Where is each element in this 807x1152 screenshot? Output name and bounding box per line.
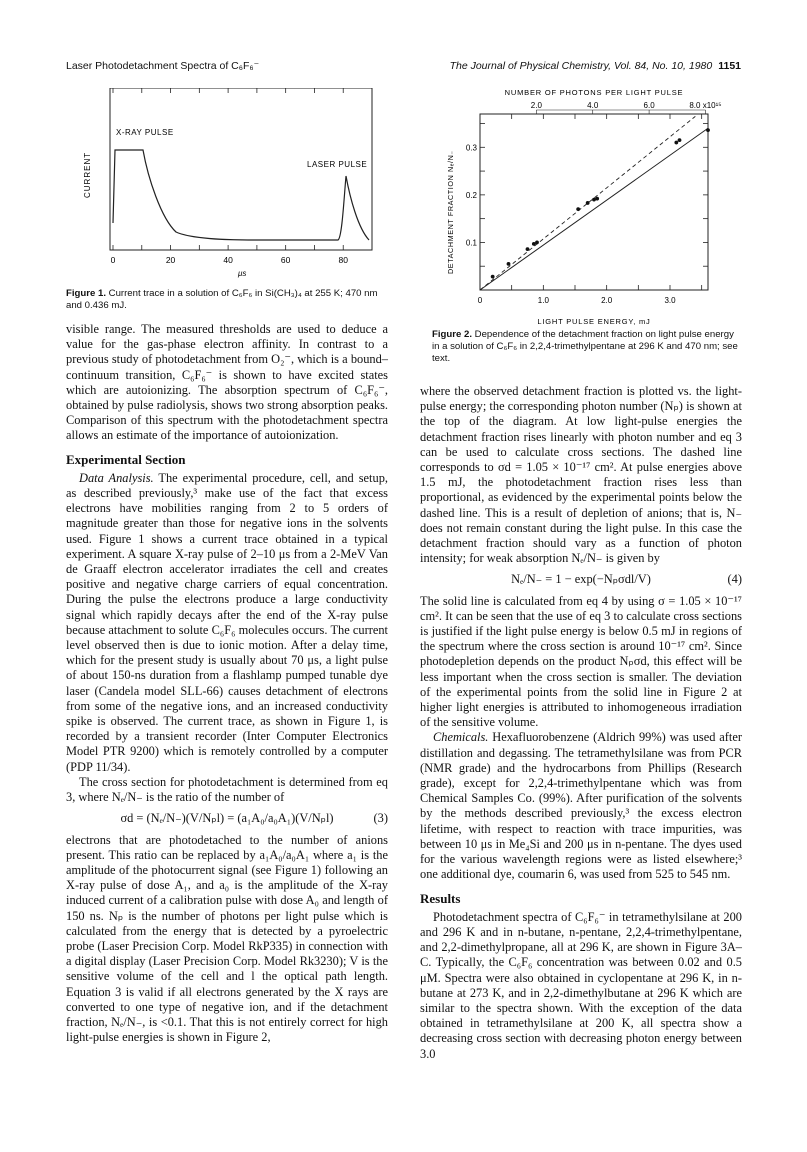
data-point: [706, 128, 710, 132]
data-point: [674, 141, 678, 145]
chemicals-subhead: Chemicals.: [433, 730, 489, 745]
top-tick-label: 2.0: [530, 101, 542, 110]
left-column: [66, 322, 388, 1045]
x-tick-label: 3.0: [664, 296, 676, 305]
equation-3-body: σd = (Nₑ/N₋)(V/Nₚl) = (a₁A₀/a₀A₁)(V/Nₚl): [120, 811, 334, 826]
data-point: [507, 262, 511, 266]
right-column: [420, 384, 742, 1062]
solid-line-paragraph: The solid line is calculated from eq 4 by using σ = 1.05 × 10⁻¹⁷ cm². It can be seen that the use of eq 3 to calculate cross sections is justified if the light pulse energy is below 0.5 mJ in regions of the spectrum where the cross section is around 10⁻¹⁷ cm². Since photodepletion depends on the product Nₚσd, this effect will be less important when the cross section is smaller. The deviation of the experimental points from the solid line in Figure 2 at higher light energies is attributed to inhomogeneous irradiation of the sensitive volume.: [420, 593, 742, 730]
ylabel-detachment-fraction: DETACHMENT FRACTION Nₑ/N₋: [446, 150, 455, 274]
x-tick-label: 0: [110, 255, 116, 265]
figure-1-caption-text: Current trace in a solution of C₆F₆ in Si(CH₃)₄ at 255 K; 470 nm and 0.436 mJ.: [66, 288, 378, 311]
results-section-heading: Results: [420, 890, 461, 906]
data-analysis-subhead: Data Analysis.: [79, 470, 154, 485]
x-tick-label: 40: [223, 255, 233, 265]
data-point: [576, 207, 580, 211]
figure-1-chart: [66, 88, 386, 283]
x-tick-label: 80: [338, 255, 348, 265]
equation-4-body: Nₑ/N₋ = 1 − exp(−Nₚσdl/V): [511, 572, 651, 587]
x-tick-label: 2.0: [601, 296, 613, 305]
xlabel-microseconds: μs: [238, 269, 247, 278]
figure-2-caption: [432, 329, 742, 365]
x-tick-label: 0: [477, 296, 483, 305]
top-tick-label: 4.0: [587, 101, 599, 110]
data-point: [535, 241, 539, 245]
running-header-title: Laser Photodetachment Spectra of C₆F₆⁻: [66, 60, 260, 72]
data-analysis-paragraph: [66, 471, 388, 775]
figure-1-label: Figure 1.: [66, 288, 106, 299]
top-axis-label: NUMBER OF PHOTONS PER LIGHT PULSE: [504, 88, 684, 97]
solid-line: [480, 128, 708, 290]
y-tick-label: 0.3: [465, 143, 477, 153]
data-point: [678, 138, 682, 142]
data-point: [586, 201, 590, 205]
annotation-laser-pulse: LASER PULSE: [307, 160, 368, 169]
figure-2-chart: [436, 88, 742, 328]
y-tick-label: 0.1: [465, 238, 477, 248]
annotation-xray-pulse: X-RAY PULSE: [116, 128, 174, 137]
top-tick-label: 6.0: [643, 101, 655, 110]
data-analysis-text: The experimental procedure, cell, and setup, as described previously,³ make use of the fact that excess electrons have mobilities ranging from 2 to 5 orders of magnitude greater than those for negative ions in the solvents used. Figure 1 shows a current trace obtained in a typical experiment. A square X-ray pulse of 2–10 μs from a 2-MeV Van de Graaff electron accelerator irradiates the cell and creates positive and negative charge carriers of equal concentration. During the pulse the electrons produce a large conductivity signal which rapidly decays after the end of the X-ray pulse because attachment to solute C₆F₆ molecules occurs. The current level observed then is due to ionic motion. After a delay time, which for the present study is usually about 70 μs, a light pulse of about 150-ns duration from a flashlamp pumped tunable dye laser (Candela model SLL-66) causes detachment of electrons from some of the negative ions, and an increased conductivity spike is observed. The current trace, as shown in Figure 1, is recorded by a transient recorder (Inter Computer Electronics Model PTR 9200) which is remotely controlled by a computer (PDP 11/34).: [66, 470, 388, 774]
figure-2-label: Figure 2.: [432, 329, 472, 340]
equation-3: [66, 811, 388, 826]
intro-paragraph: visible range. The measured thresholds are used to deduce a value for the gas-phase electron affinity. In contrast to a previous study of photodetachment from O₂⁻, which is a bound–continuum transition, C₆F₆⁻ is shown to have excited states which are autoionizing. The absorption spectrum of C₆F₆⁻, obtained by pulse radiolysis, shows two strong absorption peaks. Comparison of this spectrum with the photodetachment spectra allows an estimate of the importance of autoionization.: [66, 322, 388, 443]
equation-4: [420, 572, 742, 587]
page-number: 1151: [718, 60, 741, 72]
chemicals-text: Hexafluorobenzene (Aldrich 99%) was used after distillation and degassing. The tetramethylsilane was from PCR (NMR grade) and the hydrocarbons from Phillips (Research grade), except for 2,2,4-trimethylpentane which was from Chemical Samples Co. (99%). After purification of the solvents by the methods described previously,³ the excess electron lifetime, with respect to reaction with trace impurities, was between 10 μs in Me₄Si and 200 μs in n-pentane. The dyes used for the various wavelength regions were as listed elsewhere;³ one additional dye, coumarin 6, was used from 525 to 545 nm.: [420, 730, 742, 882]
data-point: [491, 275, 495, 279]
ylabel-current: CURRENT: [83, 151, 92, 198]
xlabel-light-pulse-energy: LIGHT PULSE ENERGY, mJ: [537, 317, 651, 326]
figure-2-frame: [480, 114, 708, 290]
journal-citation: The Journal of Physical Chemistry, Vol. 84, No. 10, 1980: [449, 60, 713, 72]
y-tick-label: 0.2: [465, 190, 477, 200]
experimental-section-heading: Experimental Section: [66, 451, 186, 467]
chemicals-paragraph: [420, 730, 742, 882]
results-paragraph: Photodetachment spectra of C₆F₆⁻ in tetramethylsilane at 200 and 296 K and in n-butane, n-pentane, 2,2,4-trimethylpentane, and 2,2-dimethylpropane, all at 296 K, are shown in Figure 3A–C. Typically, the C₆F₆ concentration was between 0.02 and 0.5 μM. Spectra were also obtained in cyclopentane at 296 K, in n-butane at 273 K, and in 2,2-dimethylbutane at 296 K which are similar to the spectra shown. With the exception of the data obtained in tetramethylsilane at 200 K, all spectra show a decreasing cross section with decreasing photon energy between 3.0: [420, 909, 742, 1061]
equation-3-number: (3): [373, 811, 388, 826]
observed-fraction-paragraph: where the observed detachment fraction is plotted vs. the light-pulse energy; the corresponding photon number (Nₚ) is shown at the top of the diagram. At low light-pulse energies the detachment fraction rises linearly with photon number and eq 3 can be used to calculate cross sections. The dashed line corresponds to σd = 1.05 × 10⁻¹⁷ cm². At pulse energies above 1.5 mJ, the photodetachment fraction rises less than proportional, as evidenced by the experimental points below the dashed line. This is a result of depletion of anions; that is, N₋ does not remain constant during the light pulse. In this case the detachment fraction should vary as a function of photon intensity; for weak absorption Nₑ/N₋ is given by: [420, 384, 742, 566]
electrons-paragraph: electrons that are photodetached to the number of anions present. This ratio can be replaced by a₁A₀/a₀A₁ where a₁ is the amplitude of the photocurrent signal (see Figure 1) following an X-ray pulse of dose A₁, and a₀ is the amplitude of the X-ray induced current of a calibration pulse with dose A₀ and length of 150 ns. Nₚ is the number of photons per light pulse which is calculated from the energy that is detected by a pyroelectric probe (Laser Precision Corp. Model RkP335) in connection with a digital display (Laser Precision Corp. Model Rk3230); V is the sensitive volume of the cell and l the optical path length. Equation 3 is valid if all electrons generated by the X rays are converted to one type of negative ion, and if the detachment fraction, Nₑ/N₋, is <0.1. That this is not entirely correct for high light-pulse energies is shown in Figure 2,: [66, 832, 388, 1045]
figure-2-caption-text: Dependence of the detachment fraction on light pulse energy in a solution of C₆F₆ in 2,2,4-trimethylpentane at 296 K and 470 nm; see text.: [432, 329, 738, 364]
equation-4-number: (4): [727, 572, 742, 587]
x-tick-label: 20: [165, 255, 176, 265]
x-tick-label: 1.0: [537, 296, 549, 305]
top-tick-label: 8.0 x10¹⁵: [689, 101, 722, 110]
cross-section-paragraph: The cross section for photodetachment is determined from eq 3, where Nₑ/N₋ is the ratio of the number of: [66, 774, 388, 805]
figure-1-frame: [110, 88, 372, 250]
running-header-journal: [450, 60, 741, 72]
x-tick-label: 60: [280, 255, 291, 265]
data-point: [526, 247, 530, 251]
data-point: [595, 197, 599, 201]
figure-1-caption: [66, 288, 386, 312]
